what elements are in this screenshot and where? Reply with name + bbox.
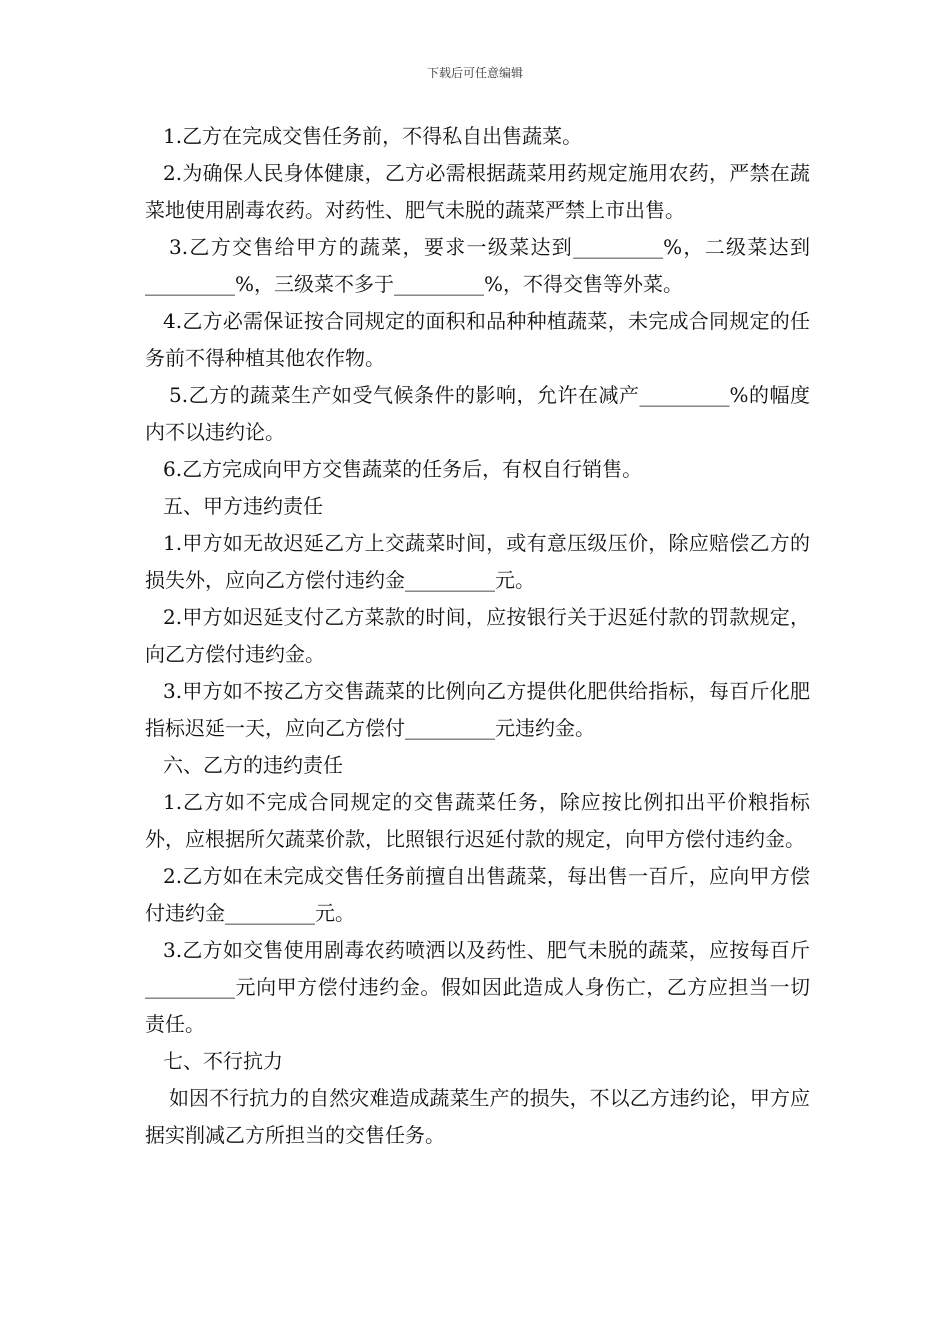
- section-5-heading: 五、甲方违约责任: [163, 494, 323, 518]
- clause-4-paragraph: 4.乙方必需保证按合同规定的面积和品种种植蔬菜，未完成合同规定的任务前不得种植其他农作物。: [145, 309, 810, 370]
- section-5-clause-1: 1.甲方如无故迟延乙方上交蔬菜时间，或有意压级压价，除应赔偿乙方的损失外，应向乙方偿付违约金_________元。: [145, 531, 810, 592]
- page-header: 下载后可任意编辑: [426, 66, 523, 80]
- section-6-heading: 六、乙方的违约责任: [163, 753, 343, 777]
- section-6-clause-1: 1.乙方如不完成合同规定的交售蔬菜任务，除应按比例扣出平价粮指标外，应根据所欠蔬菜价款，比照银行迟延付款的规定，向甲方偿付违约金。: [145, 790, 810, 851]
- clause-6-paragraph: 6.乙方完成向甲方交售蔬菜的任务后，有权自行销售。: [163, 457, 643, 481]
- section-5-clause-2: 2.甲方如迟延支付乙方菜款的时间，应按银行关于迟延付款的罚款规定，向乙方偿付违约金。: [145, 605, 810, 666]
- section-6-clause-3: 3.乙方如交售使用剧毒农药喷洒以及药性、肥气未脱的蔬菜，应按每百斤_________元向甲方偿付违约金。假如因此造成人身伤亡，乙方应担当一切责任。: [145, 938, 810, 1036]
- section-6-clause-2: 2.乙方如在未完成交售任务前擅自出售蔬菜，每出售一百斤，应向甲方偿付违约金_________元。: [145, 864, 810, 925]
- clause-1-paragraph: 1.乙方在完成交售任务前，不得私自出售蔬菜。: [163, 124, 583, 148]
- clause-2-paragraph: 2.为确保人民身体健康，乙方必需根据蔬菜用药规定施用农药，严禁在蔬菜地使用剧毒农药。对药性、肥气未脱的蔬菜严禁上市出售。: [145, 161, 810, 222]
- clause-5-paragraph: 5.乙方的蔬菜生产如受气候条件的影响，允许在减产_________%的幅度内不以违约论。: [145, 383, 810, 444]
- section-7-paragraph: 如因不行抗力的自然灾难造成蔬菜生产的损失，不以乙方违约论，甲方应据实削减乙方所担当的交售任务。: [145, 1086, 810, 1147]
- section-5-clause-3: 3.甲方如不按乙方交售蔬菜的比例向乙方提供化肥供给指标，每百斤化肥指标迟延一天，应向乙方偿付_________元违约金。: [145, 679, 810, 740]
- document-body: [145, 118, 810, 1154]
- section-7-heading: 七、不行抗力: [163, 1049, 283, 1073]
- clause-3-paragraph: 3.乙方交售给甲方的蔬菜，要求一级菜达到_________%，二级菜达到_________%，三级菜不多于_________%，不得交售等外菜。: [145, 235, 810, 296]
